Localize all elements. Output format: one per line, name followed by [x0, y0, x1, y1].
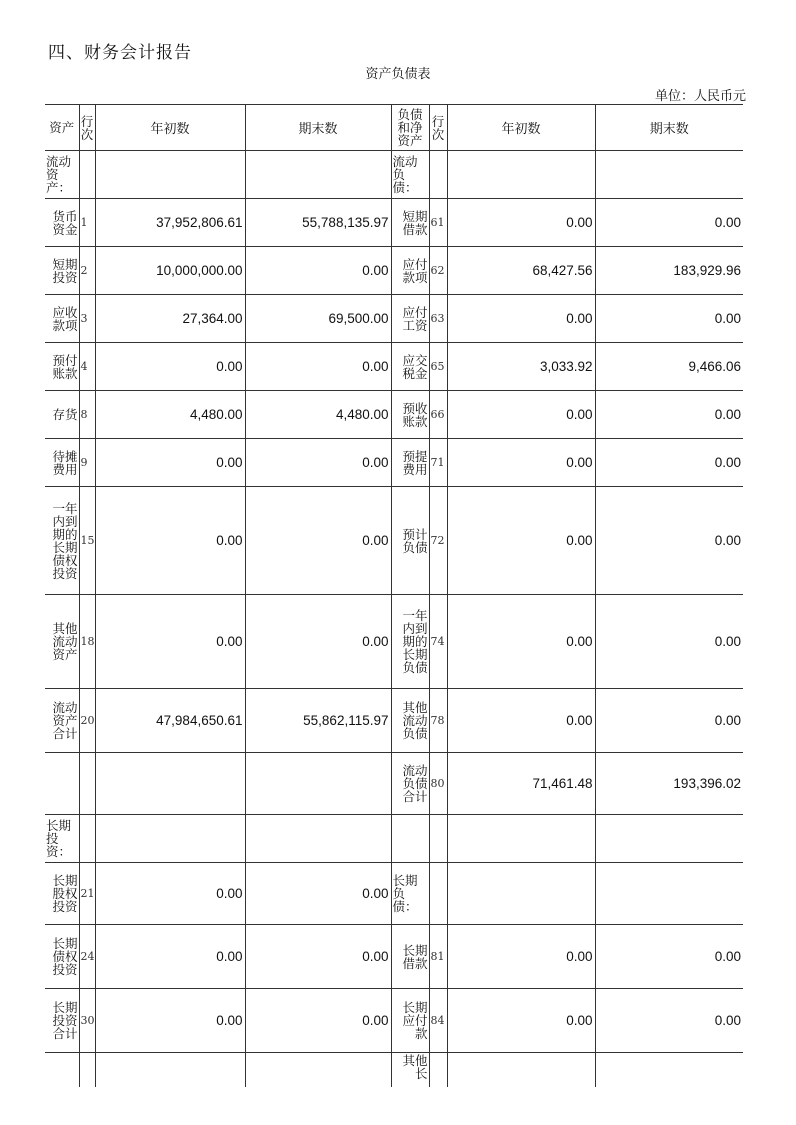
asset-end-value: 0.00: [362, 1013, 389, 1028]
asset-label: 应收款项: [52, 304, 78, 333]
table-title: 资产负债表: [365, 67, 431, 82]
balance-sheet-table: [45, 104, 743, 1087]
asset-line-no: 4: [80, 360, 88, 373]
liability-label: 长期借款: [402, 942, 428, 971]
liability-line-no: 66: [430, 408, 445, 421]
asset-end-value: 0.00: [362, 533, 389, 548]
unit-label: 单位：人民币元: [654, 89, 746, 104]
asset-end-value: 55,788,135.97: [302, 215, 389, 230]
liability-line-no: 72: [430, 534, 445, 547]
asset-begin-value: 0.00: [216, 949, 243, 964]
liability-begin-value: 71,461.48: [532, 776, 593, 791]
liability-begin-value: 0.00: [566, 215, 593, 230]
header-end-right: 期末数: [649, 122, 689, 137]
liability-begin-value: 0.00: [566, 634, 593, 649]
liability-end-value: 0.00: [714, 215, 741, 230]
liability-end-value: 0.00: [714, 455, 741, 470]
table-row: [45, 439, 743, 487]
table-row: [45, 863, 743, 925]
asset-label: 货币资金: [52, 208, 78, 237]
asset-begin-value: 0.00: [216, 1013, 243, 1028]
liability-line-no: 80: [430, 777, 445, 790]
asset-end-value: 0.00: [362, 455, 389, 470]
asset-label: [45, 1069, 79, 1071]
asset-end-value: 55,862,115.97: [303, 713, 389, 728]
asset-label: 长期债权投资: [52, 936, 78, 977]
liability-end-value: 0.00: [714, 713, 741, 728]
liability-end-value: 193,396.02: [673, 776, 741, 791]
asset-label: 预付账款: [52, 352, 78, 381]
liability-label: 其他流动负债: [402, 700, 428, 741]
asset-line-no: 9: [80, 456, 88, 469]
asset-end-value: 0.00: [362, 886, 389, 901]
table-row: [45, 151, 743, 199]
asset-label: 一年内到期的长期债权投资: [52, 500, 78, 581]
table-row: [45, 247, 743, 295]
liability-begin-value: 0.00: [566, 713, 593, 728]
asset-line-no: 1: [80, 216, 88, 229]
liability-label: 应付款项: [402, 256, 428, 285]
liability-end-value: 9,466.06: [688, 359, 741, 374]
liability-begin-value: 0.00: [566, 311, 593, 326]
header-begin-left: 年初数: [150, 122, 190, 137]
liability-line-no: 65: [430, 360, 445, 373]
header-liability: 负债和净资产: [397, 107, 423, 148]
asset-begin-value: 0.00: [216, 886, 243, 901]
asset-line-no: 18: [80, 635, 95, 648]
asset-line-no: 21: [80, 887, 95, 900]
asset-line-no: 2: [80, 264, 88, 277]
liability-line-no: 84: [430, 1014, 445, 1027]
asset-label: 待摊费用: [52, 448, 78, 477]
table-row: [45, 391, 743, 439]
asset-label: 其他流动资产: [52, 621, 78, 662]
header-end-left: 期末数: [298, 122, 338, 137]
liability-label: 长期应付款: [402, 1000, 428, 1041]
liability-label: 应交税金: [402, 352, 428, 381]
liability-end-value: 0.00: [714, 533, 741, 548]
liability-label: 长期负债：: [392, 873, 418, 914]
liability-end-value: 0.00: [714, 1013, 741, 1028]
table-row: [45, 753, 743, 815]
liability-begin-value: 0.00: [566, 455, 593, 470]
asset-label: 流动资产合计: [52, 700, 78, 741]
asset-begin-value: 47,984,650.61: [156, 713, 243, 728]
liability-line-no: 81: [430, 950, 445, 963]
asset-line-no: 3: [80, 312, 88, 325]
table-row: [45, 595, 743, 689]
liability-begin-value: 3,033.92: [539, 359, 593, 374]
liability-end-value: 0.00: [714, 634, 741, 649]
table-row: [45, 199, 743, 247]
asset-label: 流动资产：: [46, 154, 72, 195]
asset-label: 短期投资: [52, 256, 78, 285]
liability-label: [392, 838, 429, 840]
asset-line-no: 24: [80, 950, 95, 963]
asset-end-value: 0.00: [362, 359, 389, 374]
asset-begin-value: 0.00: [216, 455, 243, 470]
asset-end-value: 0.00: [362, 949, 389, 964]
asset-end-value: 0.00: [362, 634, 389, 649]
asset-begin-value: 27,364.00: [182, 311, 243, 326]
liability-end-value: 0.00: [714, 311, 741, 326]
header-begin-right: 年初数: [501, 122, 541, 137]
liability-begin-value: 0.00: [566, 949, 593, 964]
asset-begin-value: 10,000,000.00: [156, 263, 243, 278]
header-asset: 资产: [49, 120, 75, 135]
table-row: [45, 487, 743, 595]
liability-line-no: 63: [430, 312, 445, 325]
liability-label: 预提费用: [402, 448, 428, 477]
section-title: 四、财务会计报告: [48, 43, 192, 63]
asset-label: [45, 783, 79, 785]
liability-begin-value: 0.00: [566, 533, 593, 548]
liability-label: 一年内到期的长期负债: [402, 608, 428, 675]
liability-begin-value: 0.00: [566, 1013, 593, 1028]
asset-label: 长期股权投资: [52, 873, 78, 914]
liability-line-no: 74: [430, 635, 445, 648]
liability-begin-value: 68,427.56: [532, 263, 593, 278]
liability-label: 短期借款: [402, 208, 428, 237]
header-row: [45, 105, 743, 151]
liability-label: 流动负债：: [392, 154, 418, 195]
table-row: [45, 925, 743, 989]
asset-line-no: 8: [80, 408, 88, 421]
liability-label: 流动负债合计: [402, 763, 428, 804]
table-row: [45, 295, 743, 343]
asset-line-no: 30: [80, 1014, 95, 1027]
asset-begin-value: 4,480.00: [189, 407, 243, 422]
table-row: [45, 689, 743, 753]
asset-label: 长期投资合计: [52, 1000, 78, 1041]
asset-end-value: 0.00: [362, 263, 389, 278]
liability-label: 其他长: [402, 1053, 428, 1081]
liability-end-value: 183,929.96: [673, 263, 741, 278]
asset-begin-value: 0.00: [216, 359, 243, 374]
asset-line-no: 15: [80, 534, 95, 547]
liability-label: 预计负债: [402, 526, 428, 555]
table-row: [45, 343, 743, 391]
table-row: [45, 989, 743, 1053]
asset-begin-value: 0.00: [216, 533, 243, 548]
asset-label: 存货: [52, 407, 78, 422]
asset-end-value: 69,500.00: [328, 311, 389, 326]
liability-label: 应付工资: [402, 304, 428, 333]
table-row: [45, 815, 743, 863]
asset-label: 长期投资：: [46, 818, 72, 859]
header-line-right: 行次: [431, 113, 445, 142]
liability-line-no: 78: [430, 714, 445, 727]
header-line-left: 行次: [80, 113, 94, 142]
asset-end-value: 4,480.00: [335, 407, 389, 422]
liability-label: 预收账款: [402, 400, 428, 429]
liability-end-value: 0.00: [714, 407, 741, 422]
asset-line-no: 20: [80, 714, 95, 727]
asset-begin-value: 37,952,806.61: [156, 215, 243, 230]
liability-line-no: 61: [430, 216, 445, 229]
liability-end-value: 0.00: [714, 949, 741, 964]
liability-line-no: 71: [430, 456, 445, 469]
liability-begin-value: 0.00: [566, 407, 593, 422]
asset-begin-value: 0.00: [216, 634, 243, 649]
liability-line-no: 62: [430, 264, 445, 277]
table-row: [45, 1053, 743, 1087]
